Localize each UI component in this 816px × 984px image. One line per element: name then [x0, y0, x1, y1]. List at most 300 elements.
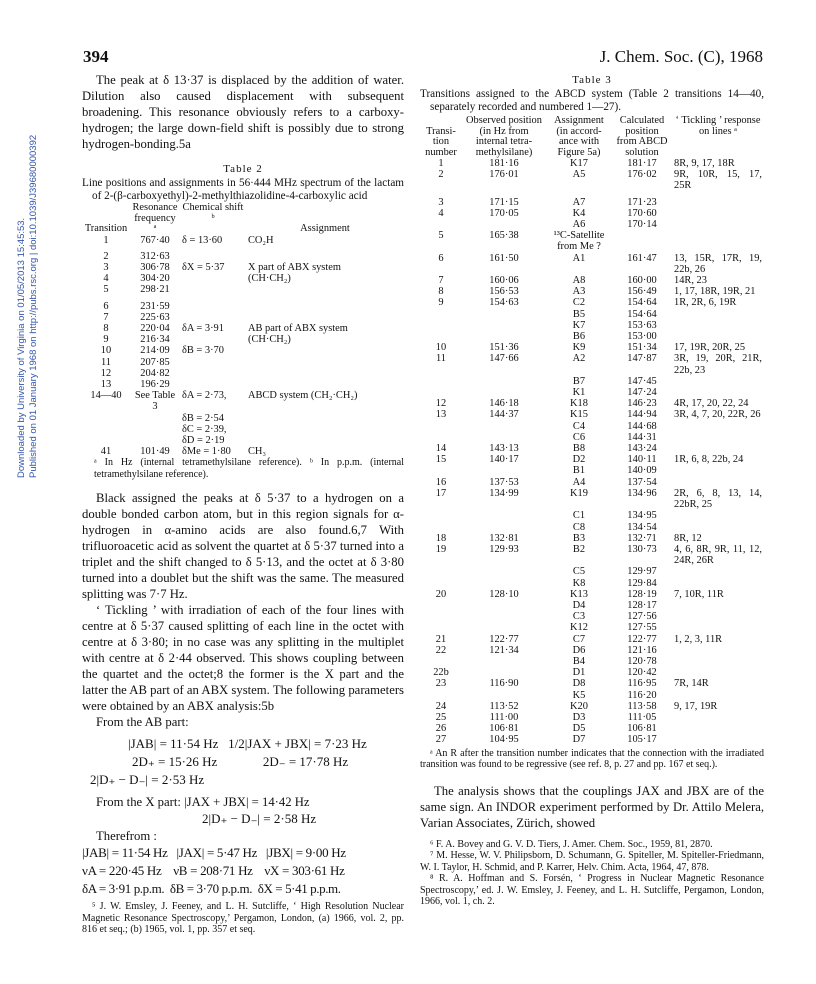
table3-row	[420, 488, 764, 510]
table2-cell-shift: δ = 13·60	[182, 234, 223, 246]
table3-row	[420, 510, 764, 521]
table3-row	[420, 230, 764, 252]
table3-cell-assignment: K17	[570, 158, 588, 169]
table3-cell-calculated	[612, 230, 672, 252]
publish-line[interactable]: Published on 01 January 1968 on http://pubs.rsc.org | doi:10.1039/J39680000392	[28, 134, 39, 478]
table3-cell-calculated: 134·95	[627, 510, 657, 522]
table2-cell-shift	[180, 273, 246, 284]
table3-cell-calculated: 154·64	[627, 297, 657, 309]
paragraph-tickling: ‘ Tickling ’ with irradiation of each of the four lines with centre at δ 5·37 caused splitting of each line in the octet with centre at δ 3·80; in no case was any splitting in the multiplet with centre at δ 2·44 observed. This shows coupling between the quartet and the octet;8 the former is the X part and the latter the AB part of an ABX system. The following parameters were obtained by an ABX analysis:5b	[82, 603, 404, 714]
table3-cell-observed: 171·15	[489, 196, 519, 208]
table3-cell-tickling: 1R, 6, 8, 22b, 24	[674, 454, 744, 466]
table3-cell-assignment: B5	[572, 308, 586, 320]
table3-cell-tickling	[672, 667, 764, 678]
table3-cell-transition	[420, 465, 462, 476]
table3-col-transition: Transi-tion number	[425, 125, 457, 158]
table3-cell-transition: 5	[438, 230, 444, 242]
table3-cell-assignment: D5	[572, 723, 586, 735]
table3-cell-assignment: C2	[572, 297, 586, 309]
table3-cell-calculated: 144·31	[627, 431, 657, 443]
table2-caption: Table 2	[223, 163, 263, 175]
table3-cell-transition	[420, 320, 462, 331]
table3-cell-observed: 116·90	[489, 678, 519, 690]
table3-cell-calculated: 147·45	[627, 375, 657, 387]
footnote-6: ⁶ F. A. Bovey and G. V. D. Tiers, J. Amer. Chem. Soc., 1959, 81, 2870.	[430, 838, 713, 850]
table3-cell-tickling	[672, 566, 764, 577]
table2-row	[82, 345, 404, 356]
table3-cell-calculated: 153·00	[627, 331, 657, 343]
table3-cell-calculated: 144·94	[627, 409, 657, 421]
table3-cell-tickling	[672, 219, 764, 230]
table2-cell-frequency: 231·59	[140, 300, 170, 312]
table3-cell-assignment: B4	[572, 655, 586, 667]
equation-dpm: 2|D₊ − D₋| = 2·53 Hz	[90, 772, 205, 788]
therefrom-label: Therefrom :	[96, 829, 157, 844]
table3-cell-calculated: 127·55	[627, 622, 657, 634]
table2-cell-assignment	[246, 413, 404, 424]
table3-cell-observed	[462, 387, 546, 398]
from-ab-label: From the AB part:	[96, 715, 189, 730]
table2-cell-assignment: ABCD system (CH₂·CH₂)	[248, 390, 358, 402]
table3-cell-transition	[420, 578, 462, 589]
table3-cell-calculated: 111·05	[627, 711, 657, 723]
table3-cell-assignment: B1	[572, 465, 586, 477]
table3-cell-observed: 181·16	[489, 158, 519, 169]
table3-cell-calculated: 128·19	[627, 588, 657, 600]
table3-cell-observed: 132·81	[489, 532, 519, 544]
table3-cell-calculated: 144·68	[627, 420, 657, 432]
table3-cell-transition	[420, 611, 462, 622]
table3-cell-tickling: 9R, 10R, 15, 17, 25R	[674, 169, 762, 192]
journal-title: J. Chem. Soc. (C), 1968	[599, 47, 763, 66]
table3-cell-observed	[462, 622, 546, 633]
table3-cell-transition	[420, 376, 462, 387]
table3-cell-observed	[462, 578, 546, 589]
table3-row	[420, 533, 764, 544]
table2-cell-shift: δA = 2·73,	[182, 390, 227, 402]
table3-cell-calculated: 151·34	[627, 342, 657, 354]
table3-cell-calculated: 129·84	[627, 577, 657, 589]
table3-cell-calculated: 147·24	[627, 387, 657, 399]
table3-cell-assignment: C5	[572, 566, 586, 578]
table3-cell-tickling	[672, 723, 764, 734]
table2-row	[82, 323, 404, 334]
table3-cell-tickling	[672, 645, 764, 656]
table3-cell-calculated: 106·81	[627, 723, 657, 735]
table3-cell-transition: 14	[435, 443, 447, 455]
table3-cell-observed: 151·36	[489, 342, 519, 354]
table3-cell-assignment: D7	[572, 734, 586, 746]
table3-cell-transition	[420, 387, 462, 398]
table3-cell-tickling	[672, 443, 764, 454]
table3-cell-observed: 122·77	[489, 633, 519, 645]
table3-row	[420, 701, 764, 712]
table3-cell-transition: 3	[438, 196, 444, 208]
table3-col-tickling: ‘ Tickling ’ response on lines ᵃ	[675, 115, 761, 137]
table2-col-transition: Transition	[84, 223, 128, 234]
table2-cell-transition: 13	[100, 378, 112, 390]
table3-row	[420, 443, 764, 454]
table2-footnote: ᵃ In Hz (internal tetramethylsilane reference). ᵇ In p.p.m. (internal tetramethylsilane reference).	[94, 457, 404, 480]
table3-cell-calculated: 146·23	[627, 398, 657, 410]
table3-cell-observed: 137·53	[489, 476, 519, 488]
table2-cell-shift	[180, 368, 246, 379]
table3-row	[420, 353, 764, 375]
table2-cell-frequency	[130, 413, 180, 424]
left-column	[82, 72, 404, 936]
table2-cell-transition: 5	[103, 284, 109, 296]
table3-cell-assignment: K9	[572, 342, 586, 354]
table2-cell-shift: δA = 3·91	[182, 322, 224, 334]
table3-cell-assignment: A8	[572, 275, 586, 287]
table3-cell-calculated: 128·17	[627, 599, 657, 611]
table3-row	[420, 197, 764, 208]
table2-cell-assignment: X part of ABX system	[248, 261, 341, 273]
table2-cell-transition: 14—40	[90, 390, 122, 402]
table3-cell-assignment: K8	[572, 577, 586, 589]
table3-cell-transition: 8	[438, 286, 444, 298]
table2-cell-assignment: (CH·CH₂)	[248, 334, 291, 346]
table3-cell-tickling	[672, 690, 764, 701]
table3-row	[420, 208, 764, 219]
table3-row	[420, 723, 764, 734]
right-column	[420, 72, 764, 908]
table3-cell-observed: 147·66	[489, 353, 519, 365]
table3-cell-assignment: A4	[572, 476, 586, 488]
table3-cell-transition: 24	[435, 700, 447, 712]
equation-2d: 2D₊ = 15·26 Hz 2D₋ = 17·78 Hz	[132, 754, 349, 770]
table2-cell-frequency: 298·21	[140, 284, 170, 296]
table3-cell-calculated: 132·71	[627, 532, 657, 544]
table3-cell-transition: 22	[435, 644, 447, 656]
table3-cell-transition	[420, 656, 462, 667]
table3-cell-assignment: K4	[572, 207, 586, 219]
equation-jab: |JAB| = 11·54 Hz 1/2|JAX + JBX| = 7·23 Hz	[128, 736, 367, 752]
table3-row	[420, 667, 764, 678]
table3-row	[420, 342, 764, 353]
table3-row	[420, 432, 764, 443]
table3-cell-tickling	[672, 600, 764, 611]
table2-cell-frequency	[130, 424, 180, 435]
table3-row	[420, 409, 764, 420]
table3-cell-transition: 10	[435, 342, 447, 354]
table3-cell-calculated: 147·87	[627, 353, 657, 365]
table3-cell-assignment: ¹³C-Satellite from Me ?	[553, 230, 605, 253]
table2-cell-frequency: 204·82	[140, 367, 170, 379]
table3-cell-observed	[462, 320, 546, 331]
table2-header-row	[82, 203, 404, 235]
table2-row	[82, 368, 404, 379]
table3-row	[420, 169, 764, 191]
table3-cell-transition: 18	[435, 532, 447, 544]
paragraph-analysis: The analysis shows that the couplings JAX and JBX are of the same sign. An INDOR experiment performed by Dr. Attilo Melera, Varian Associates, Zürich, showed	[420, 783, 764, 830]
table2-col-assignment: Assignment	[300, 223, 350, 234]
table3-cell-observed: 165·38	[489, 230, 519, 242]
table3-cell-calculated: 181·17	[627, 158, 657, 169]
table3-cell-calculated: 122·77	[627, 633, 657, 645]
table3-cell-transition	[420, 510, 462, 521]
table3	[420, 116, 764, 746]
table3-cell-calculated: 143·24	[627, 443, 657, 455]
download-watermark	[16, 135, 40, 478]
table3-cell-assignment: C7	[572, 633, 586, 645]
table3-row	[420, 522, 764, 533]
table2-cell-shift: δC = 2·39,	[182, 423, 227, 435]
table3-cell-calculated: 170·60	[627, 207, 657, 219]
table3-cell-assignment: D4	[572, 599, 586, 611]
table3-cell-calculated: 116·95	[627, 678, 657, 690]
table3-row	[420, 421, 764, 432]
table2-cell-assignment	[246, 301, 404, 312]
table3-cell-tickling	[672, 656, 764, 667]
table2-row	[82, 334, 404, 345]
table2-cell-assignment	[246, 251, 404, 262]
table2-cell-frequency: 101·49	[140, 446, 170, 458]
table2-row	[82, 301, 404, 312]
table3-cell-transition	[420, 622, 462, 633]
table2-cell-assignment	[246, 345, 404, 356]
table2-cell-shift	[180, 251, 246, 262]
table3-row	[420, 158, 764, 169]
table3-cell-assignment: A7	[572, 196, 586, 208]
table3-cell-observed	[462, 667, 546, 678]
paragraph-carboxy: The peak at δ 13·37 is displaced by the addition of water. Dilution also caused displacement with subsequent broadening. This resonance obviously refers to a carboxy-hydrogen; the large down-field shift is possibly due to strong hydrogen-bonding.5a	[82, 73, 404, 151]
table3-cell-calculated: 134·96	[627, 487, 657, 499]
table3-cell-transition	[420, 566, 462, 577]
table3-cell-transition: 25	[435, 711, 447, 723]
table2-cell-transition: 10	[100, 345, 112, 357]
table3-cell-tickling: 1, 17, 18R, 19R, 21	[674, 286, 756, 298]
table3-cell-calculated: 134·54	[627, 521, 657, 533]
table3-cell-assignment: C1	[572, 510, 586, 522]
table3-cell-transition	[420, 219, 462, 230]
table3-cell-tickling	[672, 208, 764, 219]
table3-cell-transition: 12	[435, 398, 447, 410]
table3-cell-assignment: A6	[572, 219, 586, 231]
table3-cell-calculated: 105·17	[627, 734, 657, 746]
table3-cell-transition: 22b	[433, 667, 449, 679]
table2-cell-shift	[180, 312, 246, 323]
table2-cell-transition	[82, 424, 130, 435]
table2-row	[82, 379, 404, 390]
table3-cell-observed: 146·18	[489, 398, 519, 410]
table2-cell-transition: 12	[100, 367, 112, 379]
table3-cell-assignment: K18	[570, 398, 588, 410]
table2-cell-frequency: 304·20	[140, 273, 170, 285]
table3-cell-assignment: K20	[570, 700, 588, 712]
table2-cell-assignment: AB part of ABX system	[248, 322, 348, 334]
table2-cell-transition: 7	[103, 311, 109, 323]
table3-cell-tickling: 13, 15R, 17R, 19, 22b, 26	[674, 252, 762, 275]
table2-cell-assignment	[246, 357, 404, 368]
table3-cell-tickling: 3R, 19, 20R, 21R, 22b, 23	[674, 353, 762, 376]
table3-cell-calculated: 129·97	[627, 566, 657, 578]
table3-cell-assignment: C6	[572, 431, 586, 443]
table3-cell-assignment: D2	[572, 454, 586, 466]
table2-cell-assignment	[246, 312, 404, 323]
table2-row	[82, 424, 404, 435]
table3-cell-tickling	[672, 421, 764, 432]
table3-cell-calculated: 121·16	[627, 644, 657, 656]
table3-row	[420, 477, 764, 488]
table3-cell-assignment: A5	[572, 169, 586, 181]
table3-cell-observed	[462, 522, 546, 533]
table3-row	[420, 320, 764, 331]
table2-row	[82, 435, 404, 446]
table3-row	[420, 578, 764, 589]
table3-cell-observed: 128·10	[489, 588, 519, 600]
table3-cell-tickling: 8R, 12	[674, 532, 702, 544]
table3-cell-assignment: C3	[572, 611, 586, 623]
table3-row	[420, 387, 764, 398]
table3-footnote: ᵃ An R after the transition number indicates that the connection with the irradiated transition was found to be regressive (see ref. 8, p. 27 and pp. 167 et seq.).	[420, 747, 764, 771]
table3-cell-transition: 26	[435, 723, 447, 735]
table3-cell-tickling: 3R, 4, 7, 20, 22R, 26	[674, 409, 761, 421]
table2-cell-frequency: 220·04	[140, 322, 170, 334]
table3-cell-tickling	[672, 376, 764, 387]
table3-cell-transition: 9	[438, 297, 444, 309]
table3-cell-assignment: D8	[572, 678, 586, 690]
table3-cell-tickling: 9, 17, 19R	[674, 700, 718, 712]
table2-cell-shift	[180, 301, 246, 312]
table3-cell-assignment: D1	[572, 667, 586, 679]
table3-cell-observed	[462, 331, 546, 342]
equation-frequencies: νA = 220·45 Hz νB = 208·71 Hz νX = 303·61 Hz	[82, 863, 345, 879]
table2-cell-frequency	[130, 435, 180, 446]
footnote-5: ⁵ J. W. Emsley, J. Feeney, and L. H. Sutcliffe, ‘ High Resolution Nuclear Magnetic Resonance Spectroscopy,’ Pergamon, London, (a) 1966, vol. 2, pp. 816 et seq.; (b) 1965, vol. 1, pp. 357 et seq.	[82, 901, 404, 936]
table3-cell-observed: 161·50	[489, 252, 519, 264]
table3-cell-observed	[462, 566, 546, 577]
table3-cell-assignment: K15	[570, 409, 588, 421]
table3-cell-calculated: 176·02	[627, 169, 657, 181]
table3-cell-transition	[420, 421, 462, 432]
table3-row	[420, 600, 764, 611]
table2-cell-transition	[82, 413, 130, 424]
table3-cell-calculated: 153·63	[627, 319, 657, 331]
table3-cell-assignment: K12	[570, 622, 588, 634]
table3-cell-transition	[420, 309, 462, 320]
table3-cell-observed: 134·99	[489, 487, 519, 499]
table2-cell-assignment	[246, 379, 404, 390]
table2-cell-assignment: CH₃	[248, 446, 267, 458]
table2-cell-shift	[180, 284, 246, 295]
table2-cell-transition	[82, 435, 130, 446]
table3-row	[420, 734, 764, 745]
table3-row	[420, 544, 764, 566]
table3-cell-assignment: A2	[572, 353, 586, 365]
table3-cell-observed	[462, 309, 546, 320]
table3-cell-tickling	[672, 712, 764, 723]
table3-row	[420, 454, 764, 465]
table2-description: Line positions and assignments in 56·444 MHz spectrum of the lactam of 2-(β-carboxyethyl)-2-methylthiazolidine-4-carboxylic acid	[82, 177, 404, 202]
table2-cell-shift	[180, 357, 246, 368]
table3-cell-transition: 15	[435, 454, 447, 466]
table3-row	[420, 634, 764, 645]
table3-row	[420, 589, 764, 600]
table2-cell-frequency: 207·85	[140, 356, 170, 368]
table2-cell-transition: 6	[103, 300, 109, 312]
table3-cell-assignment: D3	[572, 711, 586, 723]
table2-cell-frequency: See Table 3	[134, 390, 176, 413]
table3-cell-assignment: B6	[572, 331, 586, 343]
table3-cell-tickling	[672, 477, 764, 488]
table2-row	[82, 251, 404, 262]
table3-row	[420, 465, 764, 476]
table2-cell-shift: δD = 2·19	[182, 434, 225, 446]
table3-cell-observed: 156·53	[489, 286, 519, 298]
table2	[82, 203, 404, 457]
table3-description: Transitions assigned to the ABCD system (Table 2 transitions 14—40, separately recorded and numbered 1—27).	[420, 88, 764, 113]
table3-cell-calculated: 120·42	[627, 667, 657, 679]
table2-cell-transition: 9	[103, 334, 109, 346]
table3-cell-calculated: 120·78	[627, 655, 657, 667]
equation-dpm-x: 2|D₊ − D₋| = 2·58 Hz	[202, 811, 317, 827]
table3-cell-assignment: K1	[572, 387, 586, 399]
table3-cell-transition: 16	[435, 476, 447, 488]
page-number: 394	[83, 47, 109, 66]
table3-row	[420, 690, 764, 701]
table2-cell-transition: 41	[100, 446, 112, 458]
table3-cell-assignment: A1	[572, 252, 586, 264]
table3-cell-transition: 13	[435, 409, 447, 421]
table3-cell-tickling: 17, 19R, 20R, 25	[674, 342, 746, 354]
table3-cell-observed	[462, 421, 546, 432]
table3-cell-tickling: 8R, 9, 17, 18R	[674, 158, 735, 169]
table3-row	[420, 219, 764, 230]
table3-cell-tickling	[672, 611, 764, 622]
table2-cell-assignment: CO₂H	[248, 234, 274, 246]
table2-cell-assignment	[246, 424, 404, 435]
table2-cell-transition: 3	[103, 261, 109, 273]
table3-cell-tickling	[672, 309, 764, 320]
table2-cell-transition: 1	[103, 234, 109, 246]
table3-row	[420, 622, 764, 633]
table2-col-shift: Chemical shift ᵇ	[182, 202, 244, 224]
table2-row	[82, 312, 404, 323]
table2-row	[82, 284, 404, 295]
table3-cell-observed: 104·95	[489, 734, 519, 746]
table3-cell-tickling: 7R, 14R	[674, 678, 709, 690]
table2-cell-shift: δB = 2·54	[182, 412, 224, 424]
table3-cell-calculated: 171·23	[627, 196, 657, 208]
table2-cell-frequency: 214·09	[140, 345, 170, 357]
table3-cell-transition: 27	[435, 734, 447, 746]
table3-cell-tickling: 7, 10R, 11R	[674, 588, 724, 600]
table3-cell-calculated: 130·73	[627, 543, 657, 555]
table2-cell-frequency: 306·78	[140, 261, 170, 273]
table3-cell-observed	[462, 376, 546, 387]
table2-cell-shift: δB = 3·70	[182, 345, 224, 357]
equation-couplings: |JAB| = 11·54 Hz |JAX| = 5·47 Hz |JBX| = 9·00 Hz	[82, 845, 346, 861]
table3-cell-observed: 144·37	[489, 409, 519, 421]
table3-cell-transition: 19	[435, 543, 447, 555]
table3-cell-transition: 23	[435, 678, 447, 690]
table2-row	[82, 262, 404, 273]
table3-cell-observed	[462, 600, 546, 611]
table3-cell-calculated: 160·00	[627, 275, 657, 287]
table3-cell-assignment: C4	[572, 420, 586, 432]
table2-cell-assignment	[246, 435, 404, 446]
table3-cell-assignment: D6	[572, 644, 586, 656]
table2-cell-assignment	[246, 368, 404, 379]
table2-cell-transition: 2	[103, 250, 109, 262]
table3-row	[420, 712, 764, 723]
table3-cell-observed: 160·06	[489, 275, 519, 287]
table2-row	[82, 446, 404, 457]
table3-cell-assignment: B2	[572, 543, 586, 555]
table3-cell-calculated: 161·47	[627, 252, 657, 264]
table3-cell-assignment: A3	[572, 286, 586, 298]
